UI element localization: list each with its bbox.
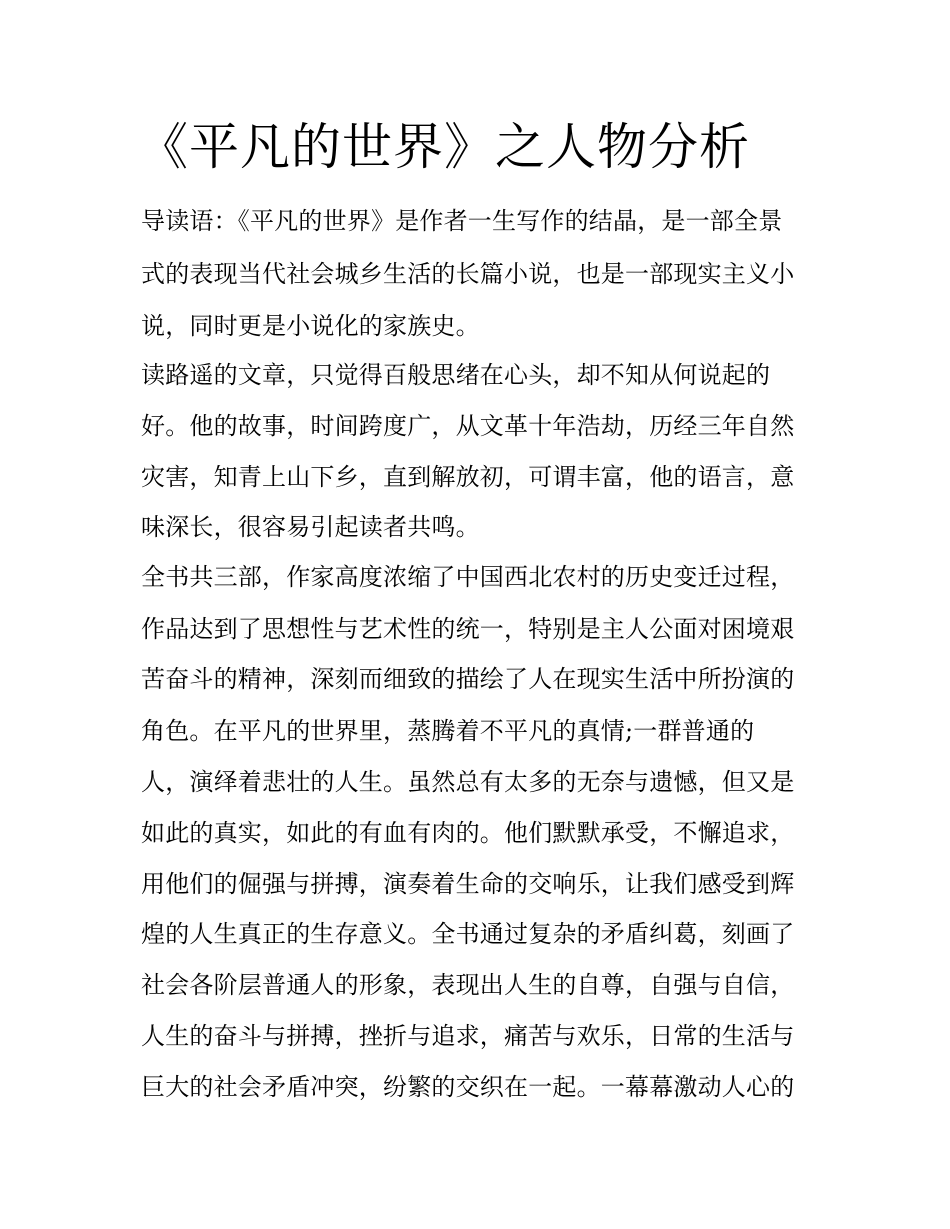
body-line: 人生的奋斗与拼搏，挫折与追求，痛苦与欢乐，日常的生活与 [141, 1022, 795, 1050]
body-line: 人，演绎着悲壮的人生。虽然总有太多的无奈与遗憾，但又是 [141, 768, 795, 796]
page-title: 《平凡的世界》之人物分析 [138, 118, 750, 176]
body-line: 式的表现当代社会城乡生活的长篇小说，也是一部现实主义小 [141, 260, 795, 288]
body-line: 导读语：《平凡的世界》是作者一生写作的结晶，是一部全景 [141, 207, 783, 235]
body-line: 全书共三部，作家高度浓缩了中国西北农村的历史变迁过程， [141, 563, 795, 591]
body-line: 巨大的社会矛盾冲突，纷繁的交织在一起。一幕幕激动人心的 [141, 1073, 795, 1101]
body-line: 用他们的倔强与拼搏，演奏着生命的交响乐，让我们感受到辉 [141, 870, 795, 898]
body-line: 读路遥的文章，只觉得百般思绪在心头，却不知从何说起的 [141, 361, 771, 389]
body-line: 好。他的故事，时间跨度广，从文革十年浩劫，历经三年自然 [141, 412, 795, 440]
body-line: 灾害，知青上山下乡，直到解放初，可谓丰富，他的语言，意 [141, 463, 795, 491]
body-line: 苦奋斗的精神，深刻而细致的描绘了人在现实生活中所扮演的 [141, 665, 795, 693]
body-line: 说，同时更是小说化的家族史。 [141, 312, 480, 340]
body-line: 社会各阶层普通人的形象，表现出人生的自尊，自强与自信， [141, 971, 795, 999]
body-line: 煌的人生真正的生存意义。全书通过复杂的矛盾纠葛，刻画了 [141, 920, 795, 948]
body-line: 味深长，很容易引起读者共鸣。 [141, 513, 480, 541]
body-line: 角色。在平凡的世界里，蒸腾着不平凡的真情;一群普通的 [141, 717, 755, 745]
body-line: 作品达到了思想性与艺术性的统一，特别是主人公面对困境艰 [141, 615, 795, 643]
body-line: 如此的真实，如此的有血有肉的。他们默默承受，不懈追求， [141, 819, 795, 847]
